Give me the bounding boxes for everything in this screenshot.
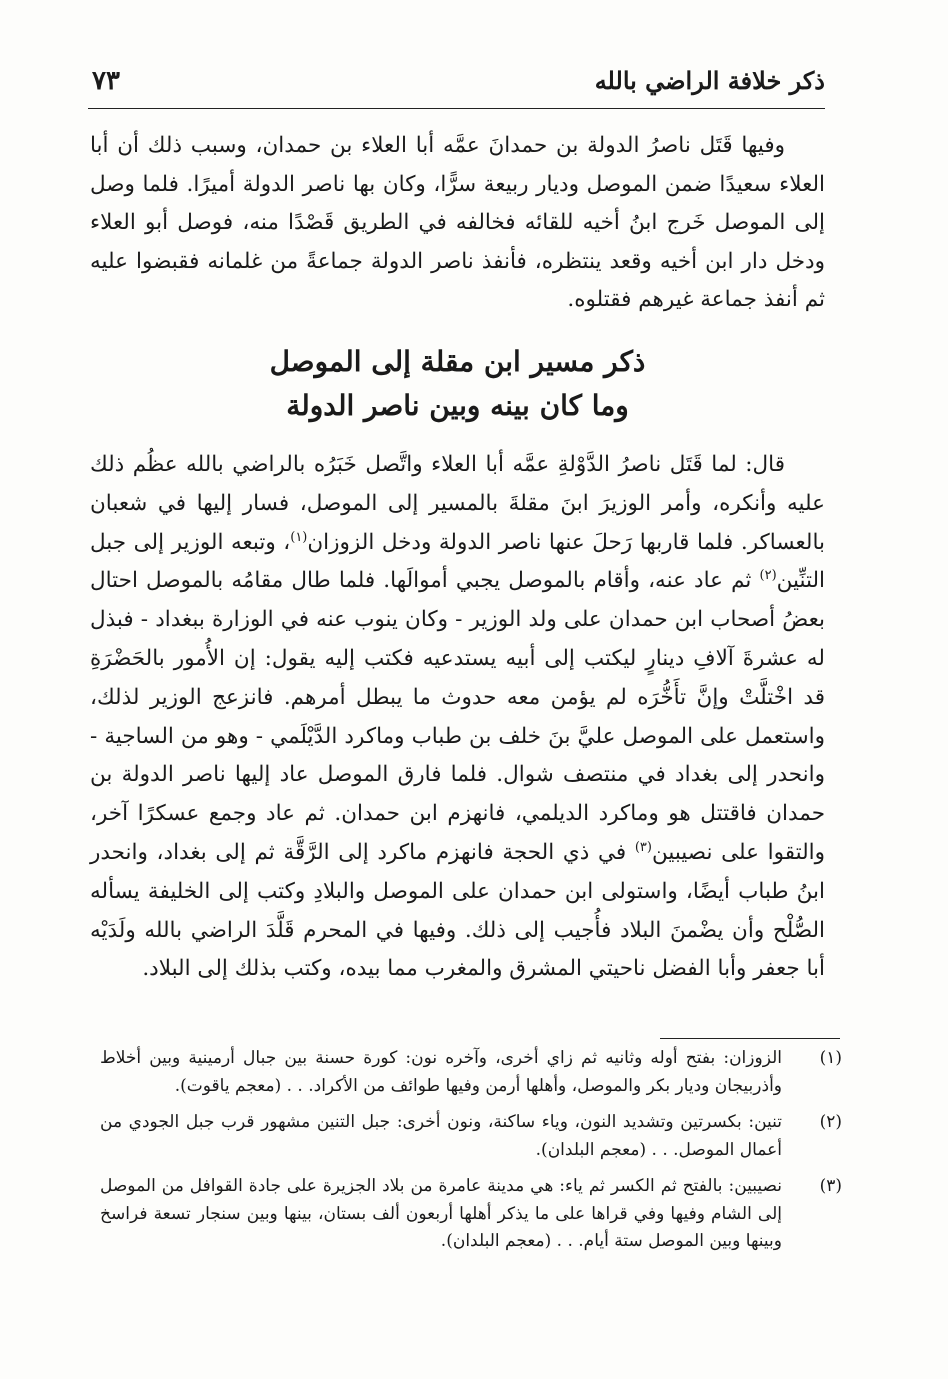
footnote-separator	[660, 1038, 840, 1039]
footnote-text: تنين: بكسرتين وتشديد النون، وياء ساكنة، ونون أخرى: جبل التنين مشهور قرب جبل الجودي من أعمال الموصل. . . (معجم البلدان).	[100, 1112, 782, 1160]
footnote-text: نصيبين: بالفتح ثم الكسر ثم ياء: هي مدينة عامرة من بلاد الجزيرة على جادة القوافل من الموصل إلى الشام وفيها وفي قراها على ما يذكر أهلها أربعون ألف بستان، بينها وبين سنجار تسعة فراسخ وبينها وبين الموصل ستة أيام. . . (معجم البلدان).	[100, 1176, 782, 1251]
footnote-text: الزوزان: بفتح أوله وثانيه ثم زاي أخرى، وآخره نون: كورة حسنة بين جبال أرمينية وبين أخلاط وأذربيجان وديار بكر والموصل، وأهلها أرمن وفيها طوائف من الأكراد. . . (معجم ياقوت).	[100, 1048, 782, 1096]
footnote-number: (١)	[819, 1048, 842, 1068]
paragraph-2-segment: ، وتبعه الوزير إلى جبل التنِّين	[90, 529, 825, 594]
paragraph-2-segment: قال: لما قَتَل ناصرُ الدَّوْلةِ عمَّه أبا العلاء واتَّصل خَبَرُه بالراضي بالله عظُم ذلك عليه وأنكره، وأمر الوزيرَ ابنَ مقلةَ بالمسير إلى الموصل، فسار إليها في شعبان بالعساكر. فلما قاربها رَحلَ عنها ناصر الدولة ودخل الزوزان	[90, 452, 825, 555]
footnote-2	[100, 1109, 842, 1164]
paragraph-2	[90, 446, 825, 989]
running-header-title: ذكر خلافة الراضي بالله	[594, 66, 825, 95]
section-heading	[90, 340, 825, 428]
footnotes	[100, 1045, 842, 1265]
paragraph-2-segment: ثم عاد عنه، وأقام بالموصل يجبي أموالَها. فلما طال مقامُه بالموصل احتال بعضُ أصحاب ابن حمدان على ولد الوزير - وكان ينوب عنه في الوزارة ببغداد - فبذل له عشرةَ آلافِ دينارٍ ليكتب إلى أبيه يستدعيه فكتب إليه يقول: إن الأُمور بالحَضْرَةِ قد اخْتلَّتْ وإنَّ تأَخُّرَه لم يؤمن معه حدوث ما يبطل أمرهم. فانزعج الوزير لذلك، واستعمل على الموصل عليَّ بنَ خلف بن طباب وماكرد الدَّيْلَمي - وهو من الساجية - وانحدر إلى بغداد في منتصف شوال. فلما فارق الموصل عاد إليها ناصر الدولة بن حمدان فاقتتل هو وماكرد الديلمي، فانهزم ابن حمدان. ثم عاد وجمع عسكرًا آخر، والتقوا على نصيبين	[90, 568, 825, 865]
footnote-3	[100, 1173, 842, 1256]
paragraph-1	[90, 127, 825, 320]
footnote-ref-3[interactable]: (٣)	[634, 839, 652, 855]
paragraph-2-text	[90, 446, 825, 989]
page-number: ٧٣	[92, 66, 120, 96]
footnote-ref-1[interactable]: (١)	[290, 529, 308, 545]
section-heading-line-2: وما كان بينه وبين ناصر الدولة	[286, 389, 629, 422]
paragraph-1-text: وفيها قَتَل ناصرُ الدولة بن حمدانَ عمَّه أبا العلاء بن حمدان، وسبب ذلك أن أبا العلاء سعيدًا ضمن الموصل وديار ربيعة سرًّا، وكان بها ناصر الدولة أميرًا. فلما وصل إلى الموصل خَرج ابنُ أخيه للقائه فخالفه في الطريق قَصْدًا منه، فوصل أبو العلاء ودخل دار ابن أخيه وقعد ينتظره، فأنفذ ناصر الدولة جماعةً من غلمانه فقبضوا عليه ثم أنفذ جماعة غيرهم فقتلوه.	[90, 133, 825, 312]
section-heading-line-1: ذكر مسير ابن مقلة إلى الموصل	[269, 345, 646, 378]
paragraph-2-segment: في ذي الحجة فانهزم ماكرد إلى الرَّقَّة ثم إلى بغداد، وانحدر ابنُ طباب أيضًا، واستولى ابن حمدان على الموصل والبلادِ وكتب إلى الخليفة يسأله الصُّلْح وأن يضْمنَ البلاد فأُجيب إلى ذلك. وفيها في المحرم قَلَّدَ الراضي بالله ولَدَيْه أبا جعفر وأبا الفضل ناحيتي المشرق والمغرب مما بيده، وكتب بذلك إلى البلاد.	[90, 839, 825, 982]
footnote-ref-2[interactable]: (٢)	[759, 568, 777, 584]
footnote-1	[100, 1045, 842, 1100]
running-header	[88, 62, 825, 109]
footnote-number: (٣)	[819, 1176, 842, 1196]
footnote-number: (٢)	[819, 1112, 842, 1132]
